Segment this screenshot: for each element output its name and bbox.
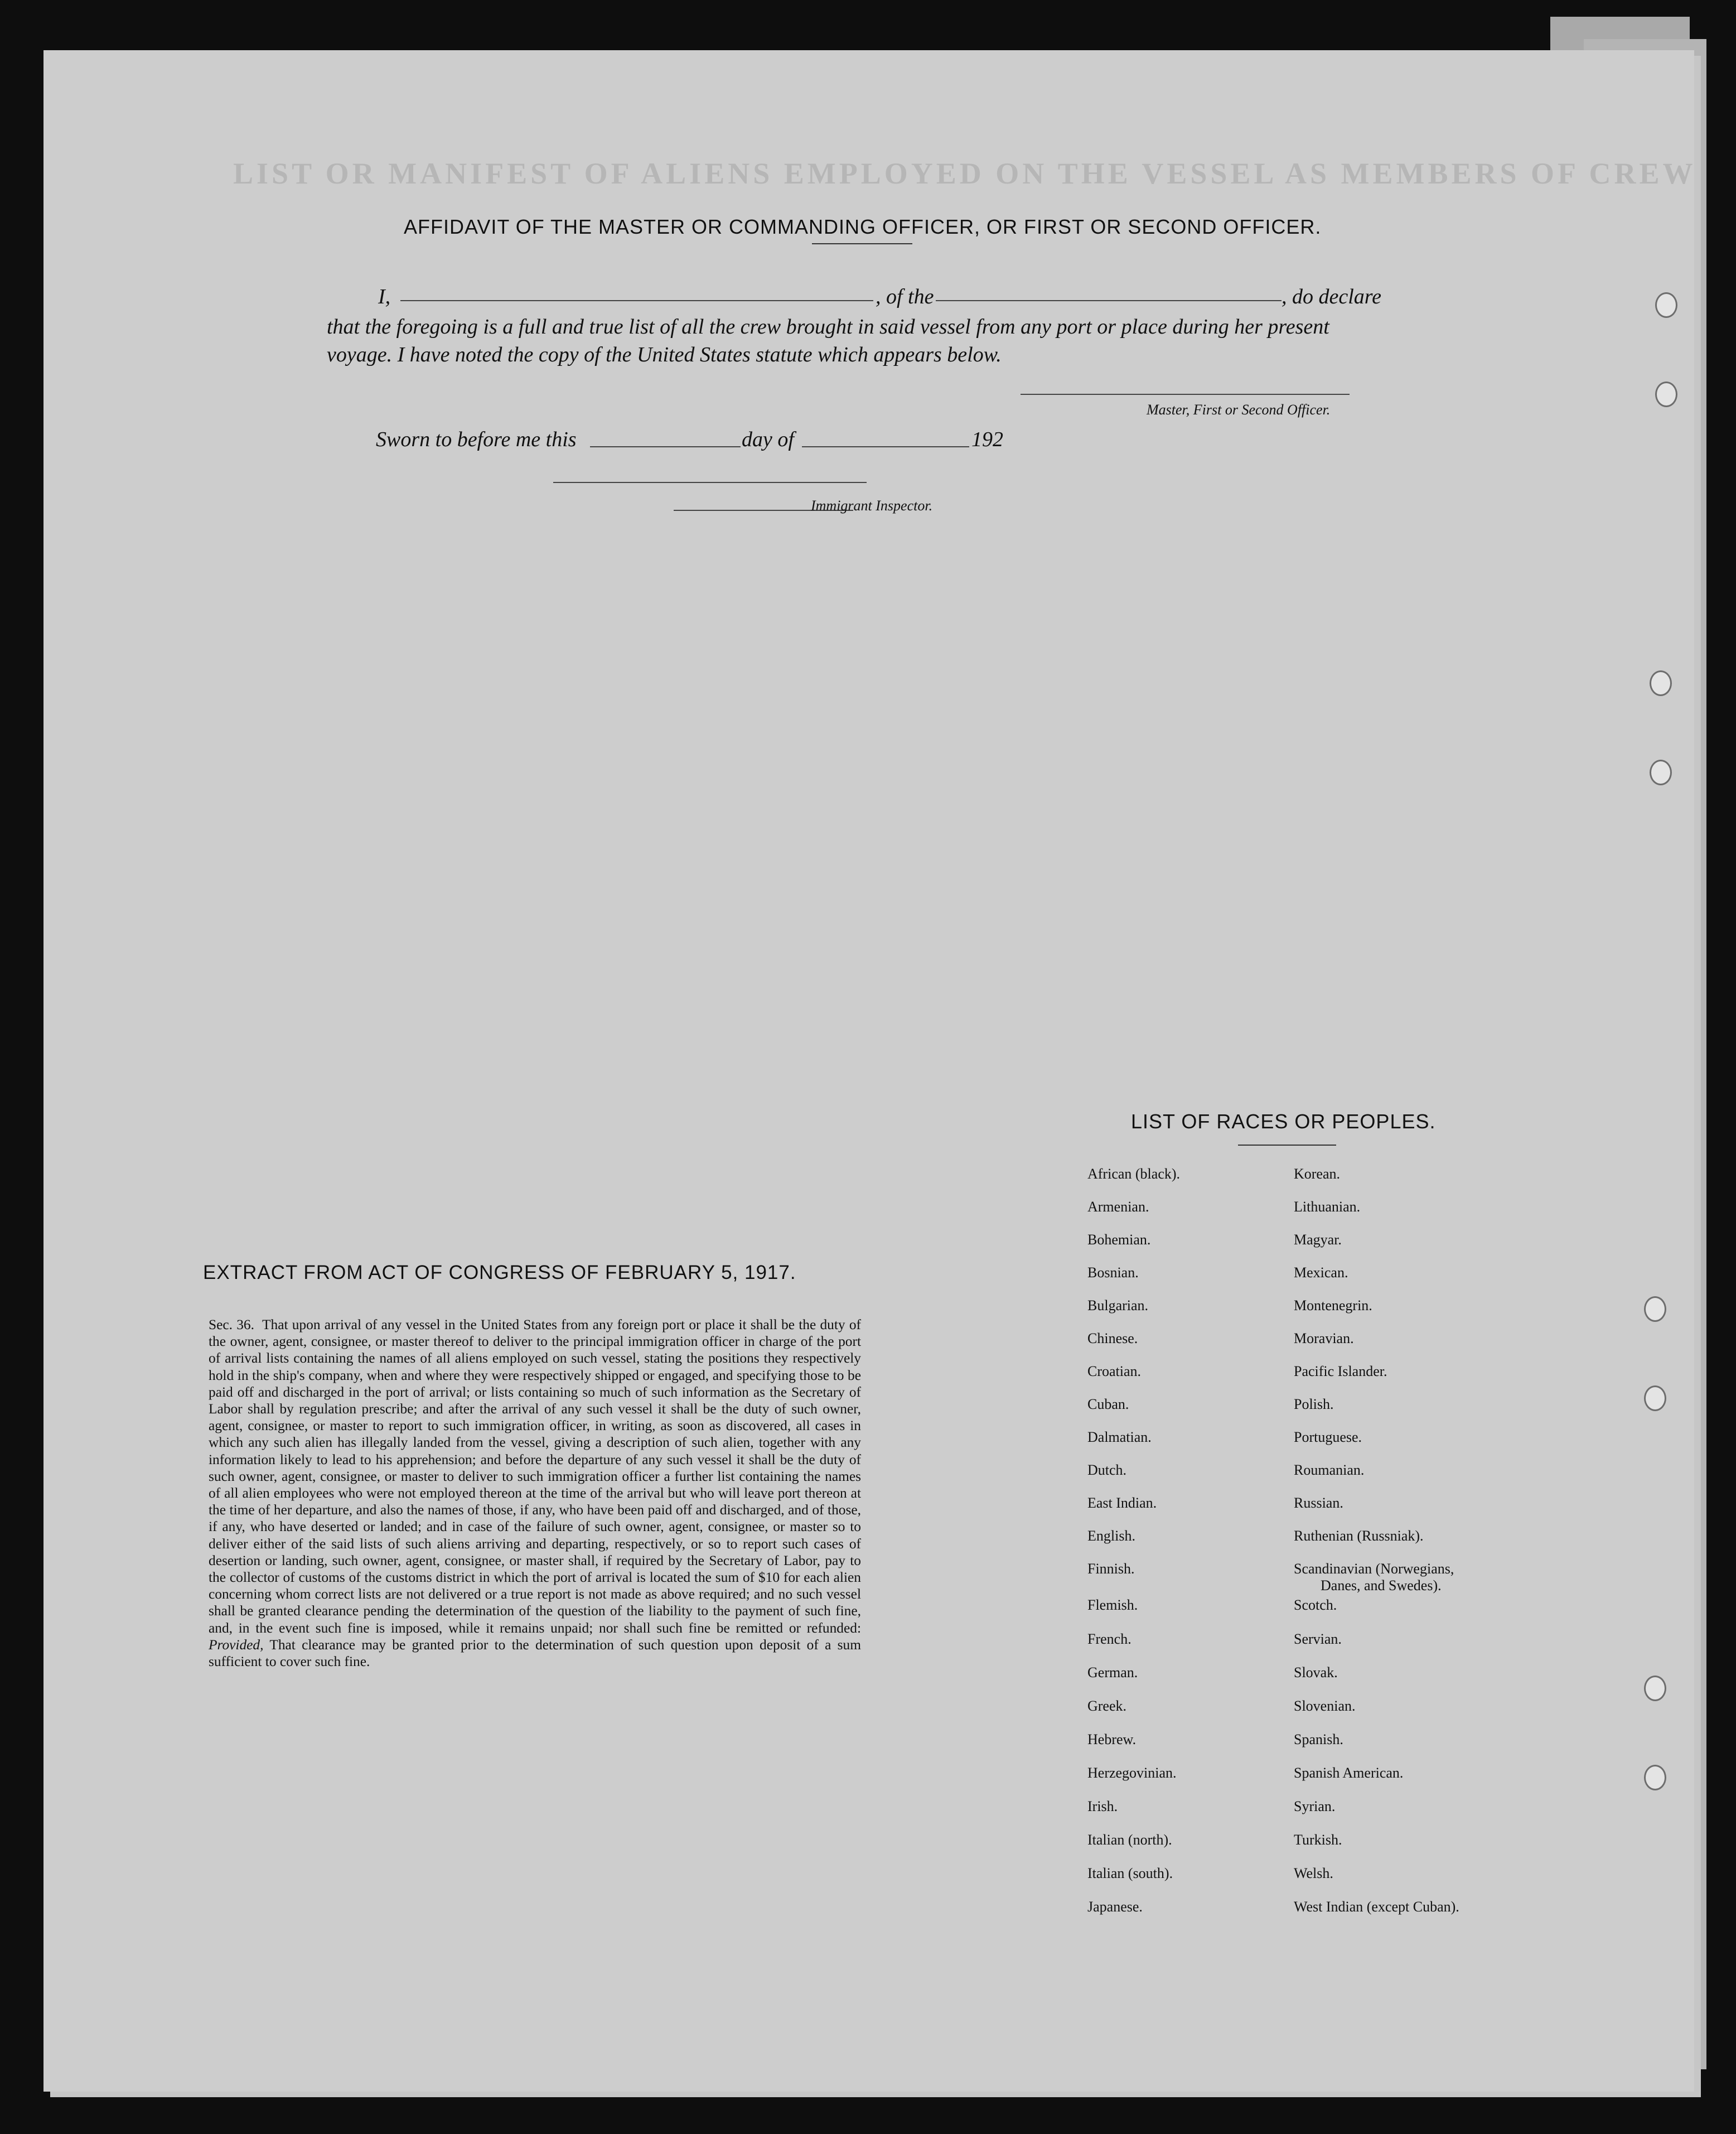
punch-hole xyxy=(1644,1676,1666,1701)
master-name-line xyxy=(400,300,873,301)
race-left-20: Italian (north). xyxy=(1087,1832,1172,1848)
race-left-1: Armenian. xyxy=(1087,1199,1149,1215)
race-right-7: Polish. xyxy=(1294,1396,1334,1412)
race-left-8: Dalmatian. xyxy=(1087,1429,1152,1445)
sworn-text: Sworn to before me this xyxy=(376,428,577,451)
race-left-10: East Indian. xyxy=(1087,1495,1157,1511)
race-right-17: Spanish. xyxy=(1294,1731,1343,1747)
races-heading-rule xyxy=(1238,1145,1336,1146)
extract-provided: Provided, xyxy=(209,1636,264,1653)
race-left-15: German. xyxy=(1087,1664,1138,1681)
affidavit-i: I, xyxy=(378,285,391,308)
affidavit-heading-rule xyxy=(812,243,912,244)
punch-hole xyxy=(1644,1385,1666,1411)
affidavit-do-declare: , do declare xyxy=(1282,285,1382,308)
race-left-21: Italian (south). xyxy=(1087,1865,1173,1881)
sworn-day-line xyxy=(590,446,741,447)
race-left-16: Greek. xyxy=(1087,1698,1127,1714)
race-right-12: Scandinavian (Norwegians, xyxy=(1294,1561,1454,1577)
extract-sec: Sec. 36. xyxy=(209,1317,254,1332)
race-right-2: Magyar. xyxy=(1294,1232,1342,1248)
extract-body-text: That upon arrival of any vessel in the United States from any foreign port or place it shall be the duty of the owner, agent, consignee, or master thereof to deliver to the principal immigration officer in charge of the port of arrival lists containing the names of all aliens employed on such vessel, stating the positions they respectively hold in the ship's company, when and where they were respectively shipped or engaged, and specifying those to be paid off and discharged in the port of arrival; or lists containing so much of such information as the Secretary of Labor shall by regulation prescribe; and after the arrival of any such vessel it shall be the duty of such owner, agent, consignee, or master to report to such immigration officer, in writing, as soon as discovered, all cases in which any such alien has illegally landed from the vessel, giving a description of such alien, together with any information likely to lead to his apprehension; and before the departure of any such vessel it shall be the duty of such owner, agent, consignee, or master to deliver to such immigration officer a further list containing the names of all alien employees who were not employed thereon at the time of the arrival but who will leave port thereon at the time of her departure, and also the names of those, if any, who have been paid off and discharged, and of those, if any, who have deserted or landed; and in case of the failure of such owner, agent, consignee, or master so to deliver either of the said lists of such aliens arriving and departing, respectively, or so to report such cases of desertion or landing, such owner, agent, consignee, or master shall, if required by the Secretary of Labor, pay to the collector of customs of the customs district in which the port of arrival is located the sum of $10 for each alien concerning whom correct lists are not delivered or a true report is not made as above required; and no such vessel shall be granted clearance pending the determination of the question of the liability to the payment of such fine, and, in the event such fine is imposed, while it remains unpaid; nor shall such fine be remitted or refunded: xyxy=(209,1317,861,1636)
punch-hole xyxy=(1655,292,1677,318)
extract-heading: EXTRACT FROM ACT OF CONGRESS OF FEBRUARY 5, 1917. xyxy=(203,1262,796,1283)
extract-body xyxy=(209,1316,861,1670)
bleed-through-heading: LIST OR MANIFEST OF ALIENS EMPLOYED ON THE VESSEL AS MEMBERS OF CREW xyxy=(233,157,1696,190)
race-right-15: Slovak. xyxy=(1294,1664,1338,1681)
race-left-5: Chinese. xyxy=(1087,1330,1138,1346)
race-right-4: Montenegrin. xyxy=(1294,1297,1372,1314)
race-right-11: Ruthenian (Russniak). xyxy=(1294,1528,1424,1544)
race-right-13: Scotch. xyxy=(1294,1597,1337,1613)
race-right-22: West Indian (except Cuban). xyxy=(1294,1899,1459,1915)
affidavit-of-the: , of the xyxy=(876,285,934,308)
race-right-21: Welsh. xyxy=(1294,1865,1333,1881)
race-left-14: French. xyxy=(1087,1631,1131,1647)
vessel-name-line xyxy=(936,300,1282,301)
race-left-12: Finnish. xyxy=(1087,1561,1135,1577)
race-left-7: Cuban. xyxy=(1087,1396,1129,1412)
affidavit-heading: AFFIDAVIT OF THE MASTER OR COMMANDING OFFICER, OR FIRST OR SECOND OFFICER. xyxy=(404,215,1322,238)
day-of-text: day of xyxy=(742,428,794,451)
inspector-caption: Immigrant Inspector. xyxy=(811,498,933,514)
punch-hole xyxy=(1650,670,1672,696)
race-right-14: Servian. xyxy=(1294,1631,1342,1647)
race-left-9: Dutch. xyxy=(1087,1462,1127,1478)
race-left-11: English. xyxy=(1087,1528,1135,1544)
affidavit-line-3: voyage. I have noted the copy of the United States statute which appears below. xyxy=(327,343,1002,366)
punch-hole xyxy=(1655,382,1677,407)
race-right-9: Roumanian. xyxy=(1294,1462,1365,1478)
races-heading: LIST OF RACES OR PEOPLES. xyxy=(1131,1110,1436,1133)
race-left-18: Herzegovinian. xyxy=(1087,1765,1177,1781)
punch-hole xyxy=(1650,760,1672,785)
punch-hole xyxy=(1644,1296,1666,1322)
race-right-18: Spanish American. xyxy=(1294,1765,1404,1781)
race-right-10: Russian. xyxy=(1294,1495,1343,1511)
race-right-8: Portuguese. xyxy=(1294,1429,1362,1445)
race-left-4: Bulgarian. xyxy=(1087,1297,1149,1314)
race-right-16: Slovenian. xyxy=(1294,1698,1356,1714)
race-right-1: Lithuanian. xyxy=(1294,1199,1361,1215)
document-page xyxy=(43,50,1694,2092)
punch-hole xyxy=(1644,1765,1666,1790)
race-left-22: Japanese. xyxy=(1087,1899,1143,1915)
race-left-6: Croatian. xyxy=(1087,1363,1142,1379)
year-text: 192 xyxy=(971,428,1003,451)
race-left-0: African (black). xyxy=(1087,1166,1181,1182)
race-right-3: Mexican. xyxy=(1294,1264,1348,1281)
race-right-5: Moravian. xyxy=(1294,1330,1354,1346)
race-left-3: Bosnian. xyxy=(1087,1264,1139,1281)
race-right-0: Korean. xyxy=(1294,1166,1341,1182)
race-right-12-cont: Danes, and Swedes). xyxy=(1321,1577,1442,1594)
race-left-17: Hebrew. xyxy=(1087,1731,1137,1747)
inspector-signature-line xyxy=(553,482,867,483)
extract-tail: That clearance may be granted prior to the determination of such question upon deposit of a sum sufficient to cover such fine. xyxy=(209,1636,861,1670)
race-left-13: Flemish. xyxy=(1087,1597,1138,1613)
race-right-20: Turkish. xyxy=(1294,1832,1342,1848)
master-signature-line xyxy=(1021,394,1350,395)
sworn-month-line xyxy=(802,446,969,447)
master-caption: Master, First or Second Officer. xyxy=(1147,402,1331,418)
race-left-19: Irish. xyxy=(1087,1798,1118,1814)
race-left-2: Bohemian. xyxy=(1087,1232,1151,1248)
race-right-6: Pacific Islander. xyxy=(1294,1363,1387,1379)
race-right-19: Syrian. xyxy=(1294,1798,1336,1814)
affidavit-line-2: that the foregoing is a full and true list of all the crew brought in said vessel from any port or place during her present xyxy=(327,315,1329,339)
